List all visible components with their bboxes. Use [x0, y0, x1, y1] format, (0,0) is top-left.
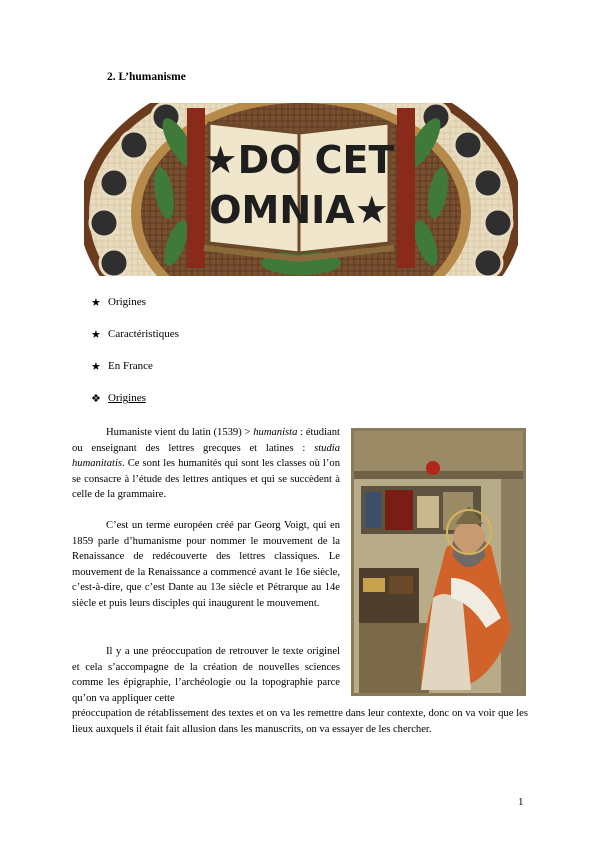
mosaic-text-line1: ★DO CET — [203, 138, 395, 182]
list-item-label: Origines — [108, 296, 146, 308]
star-icon: ★ — [91, 297, 101, 309]
list-item — [91, 296, 179, 328]
saint-augustine-painting-image — [351, 428, 526, 696]
diamond-icon: ❖ — [91, 393, 101, 405]
italic-term: studia humanitatis — [72, 442, 340, 470]
star-icon: ★ — [91, 329, 101, 341]
page-number: 1 — [518, 796, 524, 808]
subsection-label: Origines — [108, 392, 146, 404]
list-item-label: En France — [108, 360, 153, 372]
paragraph-1 — [72, 425, 340, 503]
paragraph-text: . Ce sont les humanités qui sont les classes où l’on se consacre à l’étude des lettres antiques et qui se succèdent à celle de la grammaire. — [72, 458, 340, 501]
paragraph-3-continued: préoccupation de rétablissement des textes et on va les remettre dans leur contexte, donc on va voir que les lieux auxquels il était fait allusion dans les manuscrits, on va essayer de les chercher. — [72, 708, 528, 735]
paragraph-text: : étudiant ou enseignant des lettres grecques et latines : — [72, 427, 340, 454]
star-icon: ★ — [91, 361, 101, 373]
paragraph-2: C’est un terme européen créé par Georg Voigt, qui en 1859 parle d’humanisme pour nommer le mouvement de la Renaissance de redécouverte des lettres classiques. Le mouvement de la Renaissance a commencé avant le 16e siècle, c’est-à-dire, que c’est Dante au 13e siècle et Pétrarque au 14e siècle et puis leurs disciples qui inaugurent le mouvement. — [72, 520, 340, 609]
subsection-heading — [91, 392, 179, 424]
mosaic-text-line2: OMNIA★ — [209, 188, 389, 232]
section-heading: 2. L’humanisme — [107, 71, 186, 83]
list-item — [91, 360, 179, 392]
list-item-label: Caractéristiques — [108, 328, 179, 340]
docet-omnia-mosaic-image — [84, 103, 518, 276]
outline-list — [91, 296, 179, 424]
list-item — [91, 328, 179, 360]
italic-term: humanista — [253, 427, 298, 438]
paragraph-text: Humaniste vient du latin (1539) > — [106, 427, 254, 438]
paragraph-3: Il y a une préoccupation de retrouver le texte originel et cela s’accompagne de la création de nouvelles sciences comme les épigraphie, l’archéologie ou la topographie parce qu’on va appliquer cette — [72, 646, 340, 704]
